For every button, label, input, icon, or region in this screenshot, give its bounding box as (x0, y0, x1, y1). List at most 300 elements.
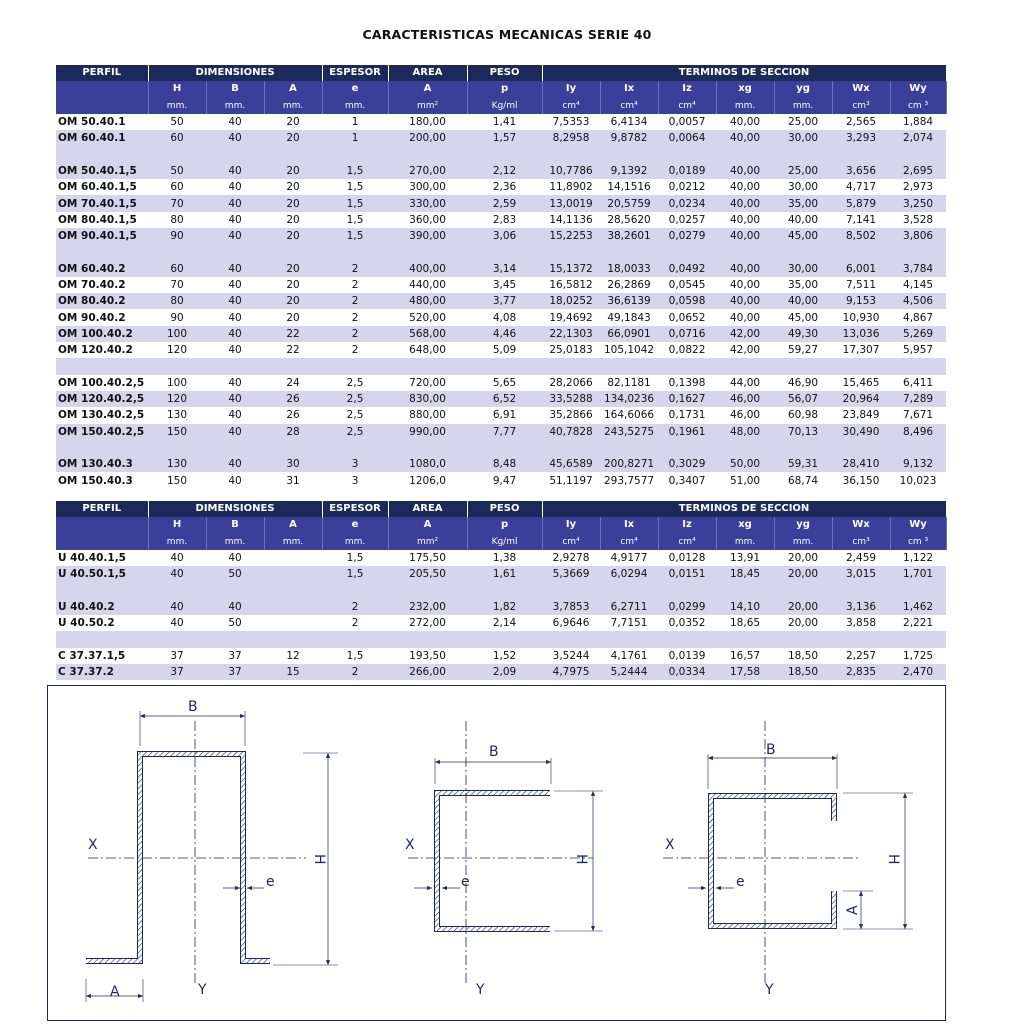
table-cell: 300,00 (409, 181, 446, 194)
separator-row (56, 582, 946, 598)
table-cell: 3,293 (832, 130, 890, 146)
header-blank-cell (56, 517, 148, 533)
table-cell: 0,0212 (668, 181, 706, 194)
table-cell: 2,12 (467, 163, 542, 179)
table-cell: 50 (148, 163, 206, 179)
table-cell: 18,0252 (542, 293, 600, 309)
table-cell: 5,2444 (600, 664, 658, 680)
table-cell: 40 (206, 391, 264, 407)
header-column-cell: e (322, 517, 388, 533)
header-unit-cell: Kg/ml (467, 534, 542, 550)
header-column-cell: H (148, 81, 206, 97)
header-column-cell: A (388, 81, 467, 97)
table-cell: 40 (206, 293, 264, 309)
profile-name-cell: OM 130.40.2,5 (58, 409, 145, 422)
table-cell: 40 (148, 566, 206, 582)
table-cell: 0,0598 (658, 293, 716, 309)
table-cell: 40 (228, 344, 242, 357)
table-cell: 400,00 (388, 261, 467, 277)
table-cell: 6,4134 (610, 116, 648, 129)
table-cell: 2,5 (322, 391, 388, 407)
table-cell: 10,7786 (542, 163, 600, 179)
table-cell: 20,964 (832, 391, 890, 407)
table-cell: 28,410 (832, 456, 890, 472)
table-cell: 51,00 (730, 474, 761, 487)
table-cell: 200,00 (388, 130, 467, 146)
table-cell: 20 (264, 163, 322, 179)
table-cell: 40,00 (716, 163, 774, 179)
table-row (56, 599, 946, 615)
table-cell: 2,074 (890, 130, 946, 146)
profile-name-cell: C 37.37.1,5 (58, 649, 126, 662)
table-cell: 272,00 (409, 617, 446, 630)
table-cell: 2 (322, 664, 388, 680)
table-cell: 35,2866 (549, 409, 593, 422)
table-cell: 164,6066 (603, 409, 655, 422)
table-cell: 15,465 (842, 376, 880, 389)
header-column-cell: Wy (890, 517, 946, 533)
table-cell: 1,82 (467, 599, 542, 615)
table-cell: 19,4692 (549, 311, 593, 324)
header-column-cell: Ix (600, 517, 658, 533)
table-cell: 6,9646 (552, 617, 590, 630)
table-cell: 0,0492 (658, 261, 716, 277)
table-cell: 134,0236 (600, 391, 658, 407)
table-cell: 40,00 (774, 293, 832, 309)
table-row (56, 391, 946, 407)
table-cell: 3,77 (467, 293, 542, 309)
table-cell: 33,5288 (542, 391, 600, 407)
table-cell: 0,0279 (658, 228, 716, 244)
table-cell: 60 (148, 261, 206, 277)
table-cell: 1 (351, 116, 359, 129)
header-group-cell: TERMINOS DE SECCION (542, 65, 946, 81)
table-cell: 42,00 (730, 344, 761, 357)
table-cell: 40 (206, 228, 264, 244)
table-row (56, 615, 946, 631)
header-group-row (56, 65, 946, 81)
header-column-cell: Iy (542, 81, 600, 97)
table-cell: 150 (148, 424, 206, 440)
table-cell: 2,36 (492, 181, 517, 194)
header-unit-cell: cm ³ (890, 98, 946, 114)
table-cell: 1,701 (890, 566, 946, 582)
table-cell: 23,849 (842, 409, 880, 422)
table-cell: 105,1042 (603, 344, 655, 357)
table-cell: 15,2253 (542, 228, 600, 244)
table-row (56, 163, 946, 179)
table-cell: 3,5244 (552, 649, 590, 662)
header-group-cell: ESPESOR (322, 65, 388, 81)
separator-cell (56, 146, 946, 162)
table-cell: 0,1961 (658, 424, 716, 440)
separator-row (56, 244, 946, 260)
table-cell: 22 (264, 326, 322, 342)
table-cell: 31 (286, 474, 300, 487)
header-column-cell: Ix (600, 81, 658, 97)
profile-name-cell: OM 80.40.1,5 (58, 213, 137, 226)
table-cell: 26 (264, 391, 322, 407)
table-cell: 8,2958 (542, 130, 600, 146)
table-row (56, 179, 946, 195)
table-cell: 44,00 (730, 376, 761, 389)
table-cell: 35,00 (774, 195, 832, 211)
table-cell: 26 (286, 409, 300, 422)
table-cell: 6,0294 (600, 566, 658, 582)
header-blank-cell (56, 98, 148, 114)
table-row (56, 277, 946, 293)
header-blank-cell (56, 534, 148, 550)
table-cell: 24 (286, 376, 300, 389)
table-cell: 20,00 (774, 566, 832, 582)
table-cell: 40,00 (730, 279, 761, 291)
table-cell: 6,91 (492, 409, 517, 422)
c-a-label: A (845, 905, 861, 915)
table-cell (264, 615, 322, 631)
table-cell: 990,00 (388, 424, 467, 440)
table-cell: 59,31 (774, 456, 832, 472)
table-cell: 16,57 (730, 649, 761, 662)
table-cell: 70,13 (774, 424, 832, 440)
table-cell: 20 (264, 195, 322, 211)
table-cell: 2,221 (903, 617, 934, 630)
header-unit-cell: cm⁴ (658, 534, 716, 550)
table-cell: 60 (148, 130, 206, 146)
table-cell: 200,8271 (600, 456, 658, 472)
table-cell: 37 (170, 649, 184, 662)
table-cell: 1,61 (467, 566, 542, 582)
table-cell: 0,0057 (668, 116, 706, 129)
table-cell: 5,65 (492, 376, 517, 389)
table-cell: 10,930 (842, 311, 880, 324)
table-cell: 40,00 (730, 181, 761, 194)
header-group-row (56, 501, 946, 517)
header-column-cell: yg (774, 81, 832, 97)
table-cell: 40,7828 (542, 424, 600, 440)
table-cell: 2 (322, 599, 388, 615)
table-cell: 45,00 (788, 311, 819, 324)
table-cell: 40 (206, 163, 264, 179)
table-cell: 243,5275 (600, 424, 658, 440)
page-title: CARACTERISTICAS MECANICAS SERIE 40 (362, 27, 652, 42)
header-column-cell: p (467, 517, 542, 533)
table-cell: 2,565 (846, 116, 877, 129)
table-cell: 0,1627 (658, 391, 716, 407)
header-unit-cell: mm. (148, 98, 206, 114)
table-cell: 40 (228, 409, 242, 422)
header-unit-cell: cm⁴ (542, 534, 600, 550)
table-cell: 5,09 (492, 344, 517, 357)
table-cell: 180,00 (409, 116, 446, 129)
header-column-cell: H (148, 517, 206, 533)
table-cell: 0,0151 (658, 566, 716, 582)
header-column-cell: A (388, 517, 467, 533)
table-row (56, 407, 946, 423)
profile-name-cell: OM 130.40.3 (56, 456, 148, 472)
header-unit-row (56, 534, 946, 550)
table-cell: 2,5 (322, 424, 388, 440)
table-cell: 40 (170, 617, 184, 630)
table-cell: 0,0128 (668, 552, 706, 565)
header-unit-cell: mm. (264, 534, 322, 550)
table-cell: 5,269 (890, 326, 946, 342)
table-cell: 13,036 (832, 326, 890, 342)
header-unit-cell: cm ³ (890, 534, 946, 550)
table-cell: 1 (322, 130, 388, 146)
table-cell: 100 (166, 376, 188, 389)
u-y-label: Y (476, 982, 485, 998)
profile-name-cell: OM 60.40.1,5 (58, 181, 137, 194)
header-group-cell: DIMENSIONES (148, 65, 322, 81)
header-unit-cell: mm. (206, 534, 264, 550)
separator-cell (56, 358, 946, 374)
table-row (56, 326, 946, 342)
table-cell: 60,98 (788, 409, 819, 422)
table-cell: 1,5 (346, 552, 364, 565)
table-cell: 9,153 (832, 293, 890, 309)
table-cell: 4,506 (890, 293, 946, 309)
table-row (56, 130, 946, 146)
table-cell: 0,0257 (668, 213, 706, 226)
table-cell: 7,511 (846, 279, 877, 291)
table-cell: 66,0901 (600, 326, 658, 342)
table-cell: 1,5 (346, 181, 364, 194)
table-cell: 5,3669 (542, 566, 600, 582)
table-cell: 90 (170, 311, 184, 324)
header-unit-cell: cm³ (832, 98, 890, 114)
table-row (56, 114, 946, 130)
om-profile-table (56, 65, 947, 489)
table-cell: 440,00 (409, 279, 446, 291)
table-cell: 7,7151 (610, 617, 648, 630)
table-cell: 18,65 (730, 617, 761, 630)
header-column-cell: B (206, 517, 264, 533)
table-cell: 1,5 (346, 213, 364, 226)
header-column-cell: p (467, 81, 542, 97)
table-cell: 2,5 (346, 409, 364, 422)
table-cell: 40,00 (716, 195, 774, 211)
table-cell: 20,00 (774, 599, 832, 615)
table-cell: 4,1761 (610, 649, 648, 662)
table-cell: 0,0716 (658, 326, 716, 342)
table-cell: 3,784 (890, 261, 946, 277)
header-column-cell: e (322, 81, 388, 97)
table-cell: 205,50 (388, 566, 467, 582)
table-cell: 6,001 (832, 261, 890, 277)
header-unit-cell: mm. (148, 534, 206, 550)
table-cell: 130 (148, 456, 206, 472)
profile-name-cell: U 40.40.2 (56, 599, 148, 615)
table-cell: 30,00 (774, 130, 832, 146)
table-cell: 390,00 (388, 228, 467, 244)
table-cell: 2,695 (890, 163, 946, 179)
table-cell: 20,00 (788, 552, 819, 565)
profile-name-cell: OM 90.40.2 (58, 311, 126, 324)
table-cell: 3 (351, 474, 359, 487)
table-row (56, 195, 946, 211)
table-cell: 2,59 (467, 195, 542, 211)
table-cell: 0,0652 (668, 311, 706, 324)
profile-name-cell: OM 60.40.1 (56, 130, 148, 146)
table-cell (264, 599, 322, 615)
table-cell: 3,015 (832, 566, 890, 582)
profile-name-cell: U 40.50.1,5 (56, 566, 148, 582)
table-cell: 3,7853 (542, 599, 600, 615)
table-cell: 4,717 (846, 181, 877, 194)
table-cell: 13,0019 (542, 195, 600, 211)
table-cell: 90 (148, 228, 206, 244)
table-cell: 15 (264, 664, 322, 680)
table-cell (264, 566, 322, 582)
table-cell: 266,00 (388, 664, 467, 680)
u-h-label: H (573, 854, 589, 865)
table-cell: 40 (228, 474, 242, 487)
table-cell: 0,0234 (658, 195, 716, 211)
table-cell: 20 (264, 261, 322, 277)
table-cell: 30 (264, 456, 322, 472)
table-cell: 0,0334 (658, 664, 716, 680)
table-cell: 25,0183 (549, 344, 593, 357)
table-cell: 0,3407 (668, 474, 706, 487)
header-column-cell: xg (716, 517, 774, 533)
c-h-label: H (885, 854, 901, 865)
header-group-cell: PESO (467, 65, 542, 81)
header-column-cell: Iz (658, 517, 716, 533)
omega-y-label: Y (198, 982, 207, 998)
header-unit-cell: mm. (206, 98, 264, 114)
table-cell: 3,250 (890, 195, 946, 211)
c-profile-drawing (663, 721, 913, 986)
table-row (56, 664, 946, 680)
separator-row (56, 146, 946, 162)
table-cell: 520,00 (409, 311, 446, 324)
table-cell: 9,132 (890, 456, 946, 472)
header-column-cell: A (264, 81, 322, 97)
table-cell: 2,973 (903, 181, 934, 194)
table-cell: 3,06 (467, 228, 542, 244)
table-cell: 40 (228, 116, 242, 129)
table-cell: 330,00 (388, 195, 467, 211)
c-b-label: B (766, 742, 776, 758)
table-cell: 50 (206, 566, 264, 582)
table-cell: 40 (148, 599, 206, 615)
table-cell: 5,957 (903, 344, 934, 357)
table-cell: 175,50 (409, 552, 446, 565)
table-cell: 1,462 (890, 599, 946, 615)
table-cell: 25,00 (788, 116, 819, 129)
table-cell: 40 (206, 456, 264, 472)
table-cell: 46,00 (716, 391, 774, 407)
header-blank-cell (56, 81, 148, 97)
header-unit-row (56, 98, 946, 114)
header-unit-cell: mm. (716, 98, 774, 114)
table-cell: 360,00 (409, 213, 446, 226)
table-cell: 7,5353 (552, 116, 590, 129)
header-unit-cell: mm. (264, 98, 322, 114)
table-cell: 22 (286, 344, 300, 357)
table-cell: 2 (322, 261, 388, 277)
table-cell: 293,7577 (603, 474, 655, 487)
table-cell: 3,858 (846, 617, 877, 630)
table-cell: 9,47 (492, 474, 517, 487)
omega-a-label: A (110, 984, 120, 1000)
table-cell: 40 (206, 326, 264, 342)
table-cell: 4,46 (467, 326, 542, 342)
table-cell: 70 (148, 195, 206, 211)
table-cell: 20 (286, 116, 300, 129)
table-cell: 2 (351, 344, 359, 357)
table-cell: 1,5 (322, 566, 388, 582)
u-c-profile-table (56, 501, 947, 680)
omega-h-label: H (311, 854, 327, 865)
table-row (56, 375, 946, 391)
table-cell: 4,9177 (610, 552, 648, 565)
table-cell: 1,5 (322, 163, 388, 179)
table-cell: 20 (264, 130, 322, 146)
table-cell: 0,3029 (658, 456, 716, 472)
table-cell: 30,490 (832, 424, 890, 440)
omega-e-label: e (266, 874, 275, 890)
table-cell: 7,289 (890, 391, 946, 407)
header-group-cell: PERFIL (56, 65, 148, 81)
table-cell: 0,0822 (668, 344, 706, 357)
table-cell: 22,1303 (542, 326, 600, 342)
table-cell: 2,257 (846, 649, 877, 662)
header-unit-cell: cm⁴ (600, 98, 658, 114)
header-group-cell: TERMINOS DE SECCION (542, 501, 946, 517)
table-cell: 20,5759 (600, 195, 658, 211)
table-cell: 17,307 (842, 344, 880, 357)
profile-name-cell: OM 120.40.2 (58, 344, 133, 357)
table-cell: 1,725 (903, 649, 934, 662)
profile-name-cell: OM 150.40.2,5 (56, 424, 148, 440)
table-cell: 28 (264, 424, 322, 440)
header-group-cell: PERFIL (56, 501, 148, 517)
header-column-cell: Wx (832, 81, 890, 97)
table-cell: 3,45 (492, 279, 517, 291)
table-cell: 15,1372 (542, 261, 600, 277)
header-column-row (56, 81, 946, 97)
table-cell: 1,38 (492, 552, 517, 565)
table-cell: 0,0545 (668, 279, 706, 291)
profile-diagram-svg (48, 686, 945, 1020)
table-cell: 40 (206, 261, 264, 277)
table-cell: 14,1516 (607, 181, 651, 194)
header-column-cell: yg (774, 517, 832, 533)
table-cell: 8,496 (890, 424, 946, 440)
table-cell: 130 (166, 409, 188, 422)
table-cell: 0,0189 (658, 163, 716, 179)
table-cell: 14,1136 (549, 213, 593, 226)
table-cell: 3,806 (890, 228, 946, 244)
table-cell: 40 (206, 599, 264, 615)
omega-profile-drawing (86, 711, 338, 1002)
header-group-cell: PESO (467, 501, 542, 517)
c-y-label: Y (765, 982, 774, 998)
table-cell: 11,8902 (549, 181, 593, 194)
profile-name-cell: U 40.40.1,5 (58, 552, 126, 565)
header-column-row (56, 517, 946, 533)
table-cell: 40 (228, 552, 242, 565)
separator-row (56, 631, 946, 647)
table-cell: 18,50 (774, 664, 832, 680)
table-cell: 36,6139 (600, 293, 658, 309)
header-group-cell: AREA (388, 65, 467, 81)
table-cell: 568,00 (388, 326, 467, 342)
table-cell: 2,9278 (552, 552, 590, 565)
table-cell: 3,14 (467, 261, 542, 277)
table-cell: 40 (170, 552, 184, 565)
